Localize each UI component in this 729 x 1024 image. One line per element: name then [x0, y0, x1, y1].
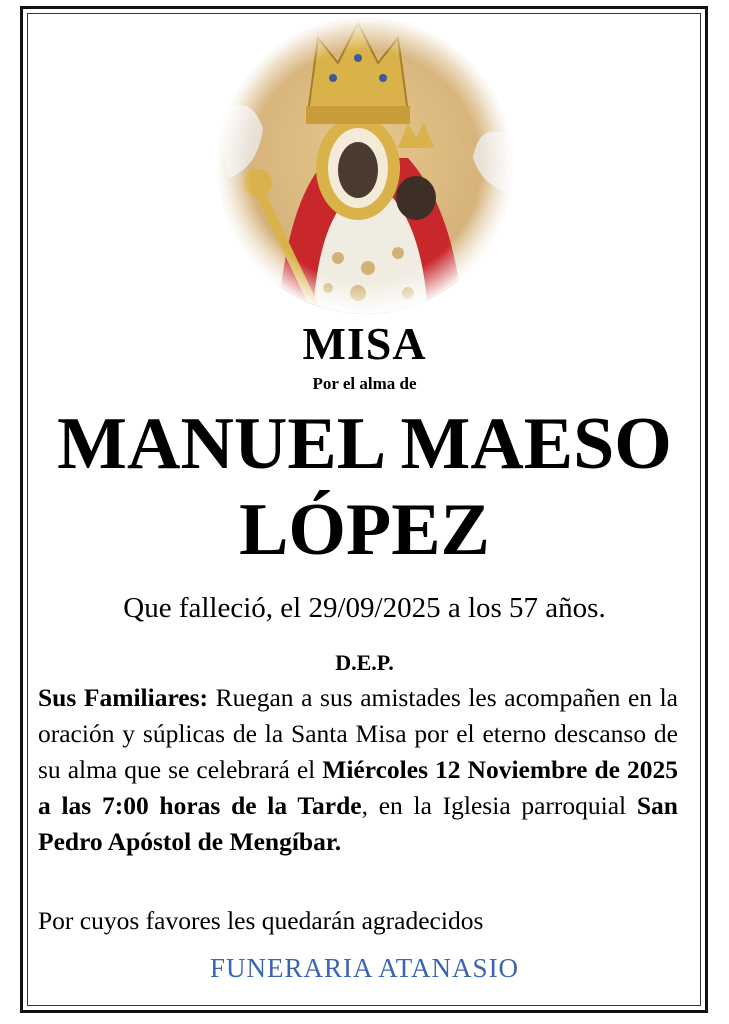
mass-heading: MISA — [302, 318, 427, 369]
funeral-home-name: FUNERARIA ATANASIO — [209, 953, 520, 983]
dep-label: D.E.P. — [335, 650, 394, 675]
family-lead: Sus Familiares: — [38, 683, 209, 712]
closing-line: Por cuyos favores les quedarán agradecidos — [38, 906, 484, 935]
body-text-1: Ruegan a sus amistades les acompañen en la oración y súplicas de la Santa Misa por el eterno descanso de su alma que se celebrará el — [38, 683, 678, 784]
church-name: San Pedro Apóstol de Mengíbar. — [38, 791, 678, 856]
virgin-portrait-image — [218, 18, 512, 314]
death-date-line: Que falleció, el 29/09/2025 a los 57 años. — [123, 592, 606, 624]
mass-date-time: Miércoles 12 Noviembre de 2025 a las 7:00 horas de la Tarde — [38, 755, 679, 820]
announcement-body — [38, 680, 678, 860]
mass-subheading: Por el alma de — [312, 374, 417, 393]
deceased-name-line1: MANUEL MAESO — [57, 403, 672, 485]
deceased-name-line2: LÓPEZ — [239, 489, 490, 571]
body-text-2: , en la Iglesia parroquial — [361, 791, 637, 820]
